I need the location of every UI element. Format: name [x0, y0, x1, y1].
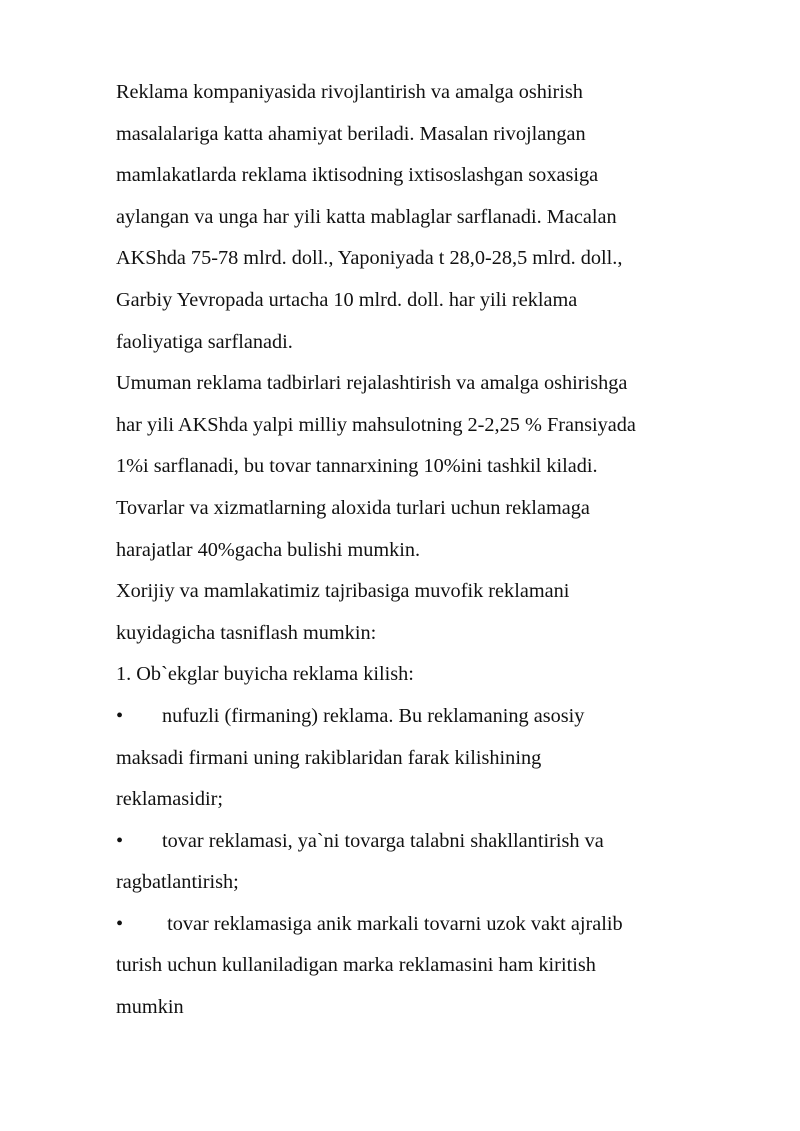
text-line: reklamasidir;: [116, 788, 224, 811]
paragraph-1: [116, 72, 756, 363]
text-line: turish uchun kullaniladigan marka reklamasini ham kiritish: [116, 954, 596, 977]
bullet-first-line: [116, 696, 756, 738]
bullet-text: nufuzli (firmaning) reklama. Bu reklamaning asosiy: [162, 704, 585, 727]
text-line: faoliyatiga sarflanadi.: [116, 330, 293, 353]
list-heading: 1. Ob`ekglar buyicha reklama kilish:: [116, 663, 414, 686]
text-line: kuyidagicha tasniflash mumkin:: [116, 621, 377, 644]
bullet-first-line: [116, 821, 756, 863]
bullet-icon: •: [116, 912, 124, 935]
paragraph-2: [116, 363, 756, 571]
text-line: har yili AKShda yalpi milliy mahsulotning 2-2,25 % Fransiyada: [116, 413, 636, 436]
text-line: Reklama kompaniyasida rivojlantirish va amalga oshirish: [116, 81, 583, 103]
text-line: mamlakatlarda reklama iktisodning ixtisoslashgan soxasiga: [116, 164, 599, 187]
bullet-icon: •: [116, 829, 124, 852]
bullet-item-3: [116, 904, 756, 1029]
text-line: maksadi firmani uning rakiblaridan farak kilishining: [116, 746, 542, 769]
bullet-text: tovar reklamasiga anik markali tovarni uzok vakt ajralib: [162, 912, 623, 935]
bullet-text: tovar reklamasi, ya`ni tovarga talabni shakllantirish va: [162, 829, 604, 852]
text-line: harajatlar 40%gacha bulishi mumkin.: [116, 538, 421, 561]
text-line: Tovarlar va xizmatlarning aloxida turlari uchun reklamaga: [116, 496, 590, 519]
text-line: masalalariga katta ahamiyat beriladi. Masalan rivojlangan: [116, 122, 586, 145]
text-line: Umuman reklama tadbirlari rejalashtirish va amalga oshirishga: [116, 372, 628, 395]
document-body: [116, 72, 756, 1029]
text-line: Garbiy Yevropada urtacha 10 mlrd. doll. har yili reklama: [116, 288, 578, 311]
text-line: mumkin: [116, 996, 184, 1019]
bullet-icon: •: [116, 704, 124, 727]
text-line: AKShda 75-78 mlrd. doll., Yaponiyada t 28,0-28,5 mlrd. doll.,: [116, 247, 623, 270]
bullet-item-2: [116, 821, 756, 904]
bullet-first-line: [116, 904, 756, 946]
text-line: ragbatlantirish;: [116, 871, 239, 894]
paragraph-3: [116, 571, 756, 654]
text-line: Xorijiy va mamlakatimiz tajribasiga muvofik reklamani: [116, 580, 570, 603]
text-line: aylangan va unga har yili katta mablaglar sarflanadi. Macalan: [116, 205, 617, 228]
bullet-item-1: [116, 696, 756, 821]
text-line: 1%i sarflanadi, bu tovar tannarxining 10%ini tashkil kiladi.: [116, 455, 598, 478]
